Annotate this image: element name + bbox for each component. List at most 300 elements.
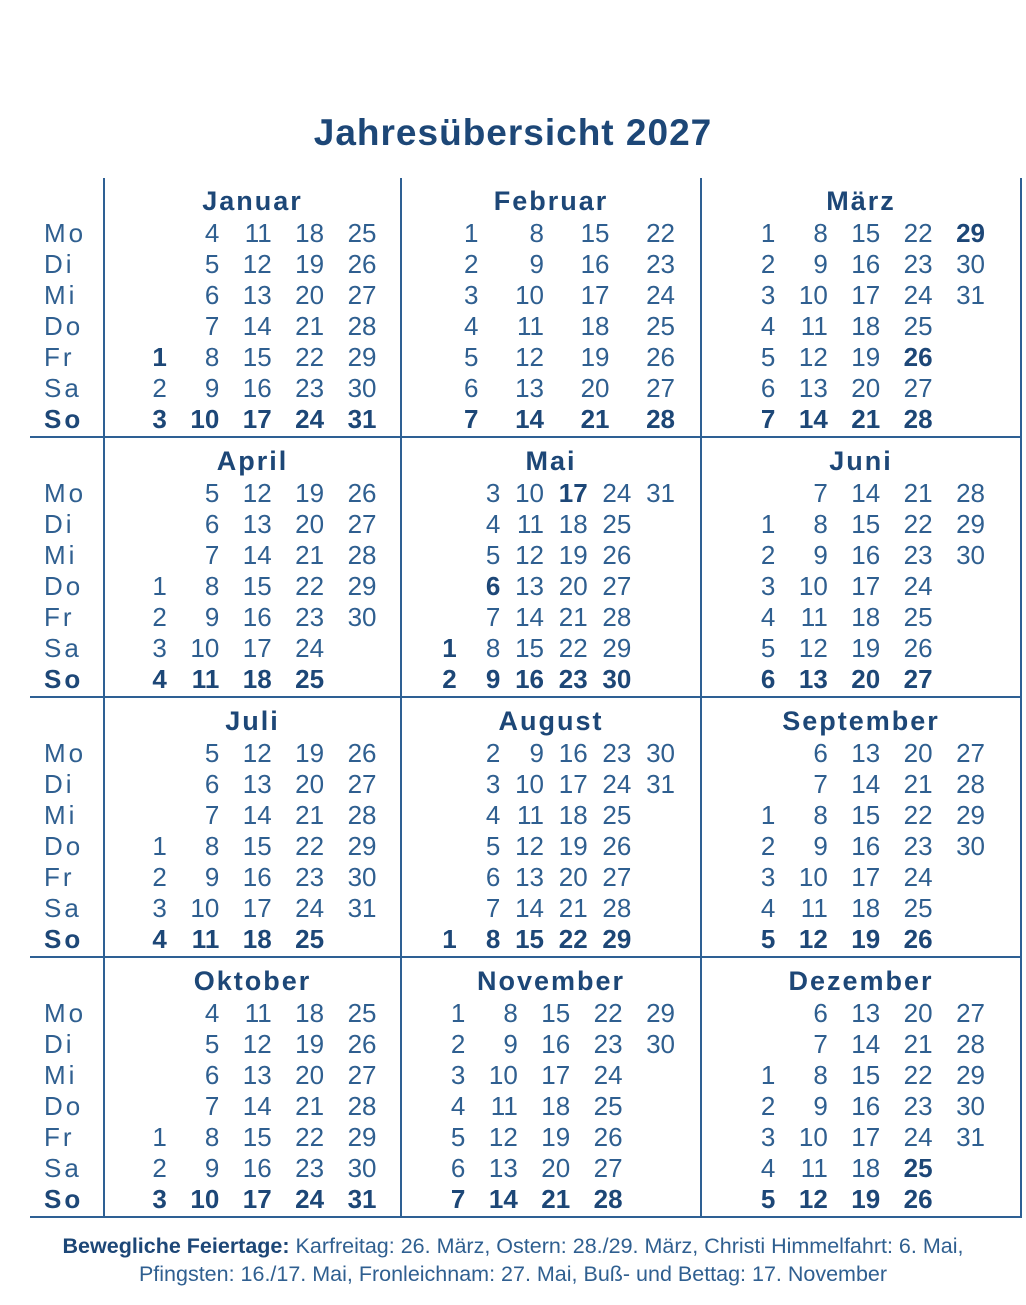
- date-cell: 1: [760, 509, 776, 539]
- day-label-do: Do: [44, 311, 84, 341]
- date-cell: 2: [152, 1153, 167, 1183]
- date-cell: 2: [760, 540, 776, 570]
- date-cell-empty: [730, 1029, 782, 1060]
- date-cell-empty: [122, 1091, 174, 1122]
- date-cell: 25: [602, 800, 632, 830]
- date-cell: 6: [204, 509, 220, 539]
- date-cell: 26: [903, 924, 933, 954]
- date-cell: 27: [347, 509, 377, 539]
- date-cell-empty: [122, 998, 174, 1029]
- month-week-grid: [730, 998, 992, 1215]
- date-cell: 28: [602, 893, 632, 923]
- date-cell: 8: [204, 1122, 220, 1152]
- date-cell: 22: [558, 924, 588, 954]
- date-cell: 26: [602, 540, 632, 570]
- date-cell: 24: [593, 1060, 623, 1090]
- date-cell-empty: [940, 862, 992, 893]
- date-cell: 27: [956, 738, 985, 768]
- date-cell: 23: [602, 738, 632, 768]
- date-cell-empty: [122, 509, 174, 540]
- date-cell: 11: [191, 924, 220, 954]
- day-label-so: So: [44, 404, 84, 434]
- day-label-mo: Mo: [44, 738, 87, 768]
- date-cell: 11: [800, 893, 828, 923]
- date-cell: 15: [242, 342, 272, 372]
- date-cell-empty: [122, 800, 174, 831]
- date-cell: 21: [580, 404, 610, 434]
- date-cell-empty: [420, 509, 464, 540]
- date-cell: 7: [450, 1184, 466, 1214]
- date-cell: 10: [190, 633, 220, 663]
- date-cell: 18: [851, 602, 881, 632]
- date-cell: 8: [813, 218, 828, 248]
- date-cell: 24: [602, 478, 632, 508]
- date-cell-empty: [420, 738, 464, 769]
- date-cell: 13: [798, 664, 828, 694]
- date-cell: 5: [204, 738, 220, 768]
- date-cell: 11: [800, 602, 828, 632]
- date-cell: 27: [347, 1060, 377, 1090]
- date-cell: 10: [798, 280, 828, 310]
- date-cell: 24: [295, 1184, 325, 1214]
- day-label-di: Di: [44, 1029, 75, 1059]
- date-cell-empty: [638, 893, 682, 924]
- date-cell: 4: [760, 1153, 776, 1183]
- date-cell-empty: [122, 218, 174, 249]
- date-cell: 28: [602, 602, 632, 632]
- date-cell: 11: [490, 1091, 518, 1121]
- date-cell: 27: [956, 998, 985, 1028]
- date-cell: 7: [813, 769, 828, 799]
- day-label-mi: Mi: [44, 800, 78, 830]
- date-cell: 21: [851, 404, 881, 434]
- date-cell: 20: [541, 1153, 571, 1183]
- date-cell: 30: [347, 862, 377, 892]
- date-cell: 27: [602, 862, 632, 892]
- date-cell: 6: [204, 280, 220, 310]
- date-cell: 22: [903, 509, 933, 539]
- date-cell-empty: [940, 924, 992, 955]
- date-cell: 15: [515, 924, 544, 954]
- date-cell: 9: [529, 249, 544, 279]
- date-cell-empty: [122, 249, 174, 280]
- date-cell: 5: [760, 342, 776, 372]
- movable-holidays-note: [0, 1232, 1026, 1288]
- date-cell: 11: [800, 1153, 828, 1183]
- date-cell-empty: [638, 862, 682, 893]
- date-cell-empty: [122, 769, 174, 800]
- date-cell-empty: [638, 831, 682, 862]
- date-cell: 12: [242, 738, 272, 768]
- quarter-row-3: [30, 698, 1022, 958]
- date-cell: 15: [515, 633, 544, 663]
- date-cell: 6: [485, 862, 501, 892]
- date-cell: 9: [204, 1153, 220, 1183]
- month-september: [700, 698, 1022, 956]
- date-cell-empty: [730, 478, 782, 509]
- date-cell: 25: [295, 664, 325, 694]
- month-name: März: [826, 186, 896, 216]
- date-cell: 17: [580, 280, 610, 310]
- date-cell-empty: [940, 571, 992, 602]
- date-cell: 23: [593, 1029, 623, 1059]
- day-label-mi: Mi: [44, 280, 78, 310]
- date-cell-empty: [730, 738, 782, 769]
- date-cell: 14: [851, 1029, 881, 1059]
- date-cell: 22: [295, 831, 325, 861]
- day-label-di: Di: [44, 769, 75, 799]
- date-cell: 27: [593, 1153, 623, 1183]
- date-cell: 4: [152, 664, 167, 694]
- month-juli: [103, 698, 400, 956]
- date-cell: 2: [760, 831, 776, 861]
- date-cell: 24: [602, 769, 632, 799]
- date-cell: 19: [558, 831, 588, 861]
- date-cell: 29: [956, 509, 985, 539]
- day-label-sa: Sa: [44, 1153, 82, 1183]
- date-cell: 6: [485, 571, 501, 601]
- month-name: April: [216, 446, 289, 476]
- date-cell: 25: [347, 218, 377, 248]
- date-cell: 13: [242, 1060, 272, 1090]
- date-cell: 15: [242, 571, 272, 601]
- date-cell: 9: [204, 373, 220, 403]
- date-cell: 8: [204, 831, 220, 861]
- date-cell: 22: [903, 218, 933, 248]
- movable-holidays-text-1: Karfreitag: 26. März, Ostern: 28./29. März, Christi Himmelfahrt: 6. Mai,: [295, 1234, 964, 1258]
- date-cell: 13: [242, 769, 272, 799]
- date-cell: 17: [242, 1184, 272, 1214]
- date-cell: 30: [646, 738, 675, 768]
- date-cell: 22: [295, 342, 325, 372]
- date-cell: 18: [242, 664, 272, 694]
- month-week-grid: [122, 738, 384, 955]
- date-cell: 24: [903, 862, 933, 892]
- date-cell: 9: [813, 540, 828, 570]
- date-cell-empty: [331, 633, 383, 664]
- date-cell: 7: [204, 311, 220, 341]
- date-cell: 3: [485, 769, 501, 799]
- date-cell: 23: [646, 249, 675, 279]
- date-cell: 17: [242, 404, 272, 434]
- month-name: November: [476, 966, 626, 996]
- date-cell: 12: [242, 249, 272, 279]
- date-cell: 3: [152, 893, 167, 923]
- month-name: Dezember: [788, 966, 934, 996]
- date-cell: 16: [851, 249, 881, 279]
- date-cell: 1: [450, 998, 466, 1028]
- date-cell: 9: [503, 1029, 518, 1059]
- date-cell: 6: [204, 1060, 220, 1090]
- date-cell: 29: [347, 831, 377, 861]
- date-cell: 16: [242, 602, 272, 632]
- date-cell-empty: [940, 373, 992, 404]
- date-cell: 29: [347, 342, 377, 372]
- date-cell: 15: [541, 998, 571, 1028]
- date-cell: 13: [798, 373, 828, 403]
- date-cell: 2: [485, 738, 501, 768]
- month-januar: [103, 178, 400, 436]
- date-cell-empty: [420, 800, 464, 831]
- date-cell-empty: [638, 664, 682, 695]
- date-cell: 20: [558, 862, 588, 892]
- date-cell: 6: [450, 1153, 466, 1183]
- date-cell: 13: [242, 509, 272, 539]
- date-cell: 19: [295, 249, 325, 279]
- date-cell: 19: [558, 540, 588, 570]
- date-cell: 12: [798, 633, 828, 663]
- date-cell: 8: [485, 633, 501, 663]
- date-cell: 26: [903, 342, 933, 372]
- day-label-do: Do: [44, 831, 84, 861]
- date-cell-empty: [420, 602, 464, 633]
- date-cell: 13: [851, 998, 881, 1028]
- date-cell: 2: [152, 862, 167, 892]
- month-week-grid: [122, 998, 384, 1215]
- date-cell-empty: [638, 540, 682, 571]
- date-cell: 6: [760, 664, 776, 694]
- date-cell: 23: [558, 664, 588, 694]
- date-cell-empty: [638, 924, 682, 955]
- date-cell: 1: [464, 218, 479, 248]
- date-cell-empty: [630, 1060, 682, 1091]
- date-cell: 10: [515, 478, 544, 508]
- date-cell: 3: [760, 1122, 776, 1152]
- date-cell: 25: [903, 311, 933, 341]
- date-cell-empty: [420, 571, 464, 602]
- date-cell: 2: [152, 602, 167, 632]
- date-cell-empty: [420, 540, 464, 571]
- date-cell: 21: [295, 311, 325, 341]
- date-cell-empty: [630, 1184, 682, 1215]
- date-cell: 18: [851, 311, 881, 341]
- date-cell: 4: [152, 924, 167, 954]
- day-label-column: [30, 698, 103, 956]
- date-cell: 3: [760, 862, 776, 892]
- date-cell: 7: [485, 893, 501, 923]
- date-cell: 14: [798, 404, 828, 434]
- date-cell: 27: [602, 571, 632, 601]
- date-cell: 24: [646, 280, 675, 310]
- date-cell: 20: [903, 738, 933, 768]
- date-cell: 22: [295, 1122, 325, 1152]
- date-cell: 15: [851, 1060, 881, 1090]
- date-cell: 23: [295, 602, 325, 632]
- movable-holidays-line-2: Pfingsten: 16./17. Mai, Fronleichnam: 27. Mai, Buß- und Bettag: 17. November: [138, 1262, 888, 1286]
- date-cell: 28: [347, 540, 377, 570]
- date-cell-empty: [730, 769, 782, 800]
- date-cell-empty: [420, 893, 464, 924]
- date-cell: 2: [760, 249, 776, 279]
- date-cell-empty: [420, 831, 464, 862]
- month-name: Februar: [493, 186, 609, 216]
- date-cell: 26: [646, 342, 675, 372]
- date-cell: 8: [204, 571, 220, 601]
- date-cell-empty: [630, 1122, 682, 1153]
- date-cell: 28: [347, 800, 377, 830]
- date-cell: 17: [851, 1122, 881, 1152]
- date-cell: 4: [760, 311, 776, 341]
- date-cell: 22: [903, 800, 933, 830]
- date-cell: 31: [347, 404, 377, 434]
- date-cell: 30: [347, 373, 377, 403]
- day-label-column: [30, 958, 103, 1216]
- date-cell: 5: [760, 1184, 776, 1214]
- date-cell: 4: [760, 893, 776, 923]
- date-cell: 31: [347, 893, 377, 923]
- date-cell: 29: [956, 1060, 985, 1090]
- month-name: August: [498, 706, 604, 736]
- day-label-sa: Sa: [44, 373, 82, 403]
- date-cell: 30: [956, 831, 985, 861]
- date-cell: 3: [760, 571, 776, 601]
- date-cell: 20: [851, 664, 881, 694]
- date-cell: 21: [903, 478, 933, 508]
- date-cell: 25: [295, 924, 325, 954]
- day-label-di: Di: [44, 249, 75, 279]
- month-week-grid: [122, 218, 384, 435]
- date-cell: 12: [798, 1184, 828, 1214]
- date-cell: 21: [541, 1184, 571, 1214]
- month-week-grid: [420, 218, 682, 435]
- date-cell-empty: [638, 800, 682, 831]
- date-cell: 18: [295, 998, 325, 1028]
- date-cell: 7: [204, 540, 220, 570]
- date-cell: 1: [760, 218, 776, 248]
- date-cell: 9: [813, 1091, 828, 1121]
- date-cell: 1: [152, 342, 167, 372]
- day-label-fr: Fr: [44, 342, 75, 372]
- date-cell: 25: [903, 602, 933, 632]
- date-cell: 5: [760, 924, 776, 954]
- day-label-mo: Mo: [44, 478, 87, 508]
- date-cell: 13: [515, 571, 544, 601]
- date-cell: 8: [503, 998, 518, 1028]
- date-cell: 4: [204, 218, 220, 248]
- date-cell: 12: [488, 1122, 518, 1152]
- date-cell: 21: [295, 1091, 325, 1121]
- date-cell: 7: [204, 1091, 220, 1121]
- date-cell-empty: [940, 602, 992, 633]
- date-cell-empty: [122, 280, 174, 311]
- date-cell: 29: [602, 633, 632, 663]
- date-cell: 14: [488, 1184, 518, 1214]
- date-cell-empty: [420, 769, 464, 800]
- date-cell: 18: [851, 1153, 881, 1183]
- date-cell-empty: [638, 571, 682, 602]
- date-cell: 16: [242, 373, 272, 403]
- date-cell: 7: [204, 800, 220, 830]
- date-cell: 20: [851, 373, 881, 403]
- day-label-so: So: [44, 1184, 84, 1214]
- date-cell: 10: [798, 571, 828, 601]
- date-cell: 22: [903, 1060, 933, 1090]
- date-cell: 8: [529, 218, 544, 248]
- date-cell: 30: [602, 664, 632, 694]
- date-cell: 10: [515, 280, 544, 310]
- month-week-grid: [420, 738, 682, 955]
- date-cell: 11: [191, 664, 220, 694]
- date-cell-empty: [730, 998, 782, 1029]
- date-cell: 19: [851, 924, 881, 954]
- date-cell: 17: [851, 280, 881, 310]
- date-cell: 19: [851, 633, 881, 663]
- date-cell: 23: [295, 1153, 325, 1183]
- date-cell: 13: [515, 373, 544, 403]
- date-cell: 6: [204, 769, 220, 799]
- month-week-grid: [730, 478, 992, 695]
- date-cell: 7: [464, 404, 479, 434]
- date-cell: 8: [813, 509, 828, 539]
- date-cell: 27: [903, 664, 933, 694]
- date-cell: 9: [813, 249, 828, 279]
- date-cell: 7: [760, 404, 776, 434]
- date-cell: 1: [152, 571, 167, 601]
- date-cell: 8: [813, 1060, 828, 1090]
- date-cell: 29: [956, 218, 985, 248]
- date-cell-empty: [940, 404, 992, 435]
- date-cell: 22: [558, 633, 588, 663]
- date-cell: 17: [242, 893, 272, 923]
- date-cell: 10: [488, 1060, 518, 1090]
- date-cell: 1: [760, 1060, 776, 1090]
- day-label-di: Di: [44, 509, 75, 539]
- date-cell: 16: [580, 249, 610, 279]
- date-cell: 26: [593, 1122, 623, 1152]
- date-cell: 10: [190, 404, 220, 434]
- date-cell: 30: [646, 1029, 675, 1059]
- date-cell: 17: [558, 769, 588, 799]
- date-cell: 27: [347, 280, 377, 310]
- date-cell: 18: [558, 800, 588, 830]
- date-cell: 9: [529, 738, 544, 768]
- date-cell-empty: [122, 478, 174, 509]
- date-cell: 4: [485, 800, 501, 830]
- month-week-grid: [420, 998, 682, 1215]
- date-cell: 3: [485, 478, 501, 508]
- date-cell: 14: [515, 893, 544, 923]
- date-cell-empty: [122, 311, 174, 342]
- date-cell: 12: [515, 831, 544, 861]
- date-cell: 18: [295, 218, 325, 248]
- date-cell: 20: [903, 998, 933, 1028]
- month-november: [400, 958, 700, 1216]
- date-cell: 23: [903, 1091, 933, 1121]
- date-cell: 3: [152, 1184, 167, 1214]
- date-cell: 26: [347, 249, 377, 279]
- date-cell: 3: [760, 280, 776, 310]
- date-cell: 17: [851, 862, 881, 892]
- date-cell: 14: [515, 602, 544, 632]
- date-cell: 5: [760, 633, 776, 663]
- date-cell: 27: [646, 373, 675, 403]
- date-cell: 27: [903, 373, 933, 403]
- month-oktober: [103, 958, 400, 1216]
- date-cell: 17: [558, 478, 588, 508]
- date-cell: 5: [204, 1029, 220, 1059]
- date-cell: 21: [295, 800, 325, 830]
- date-cell: 29: [646, 998, 675, 1028]
- date-cell: 2: [442, 664, 457, 694]
- date-cell: 9: [204, 602, 220, 632]
- date-cell: 24: [295, 633, 325, 663]
- month-april: [103, 438, 400, 696]
- date-cell: 8: [813, 800, 828, 830]
- date-cell: 9: [485, 664, 501, 694]
- date-cell: 18: [541, 1091, 571, 1121]
- date-cell: 26: [903, 633, 933, 663]
- date-cell: 6: [464, 373, 479, 403]
